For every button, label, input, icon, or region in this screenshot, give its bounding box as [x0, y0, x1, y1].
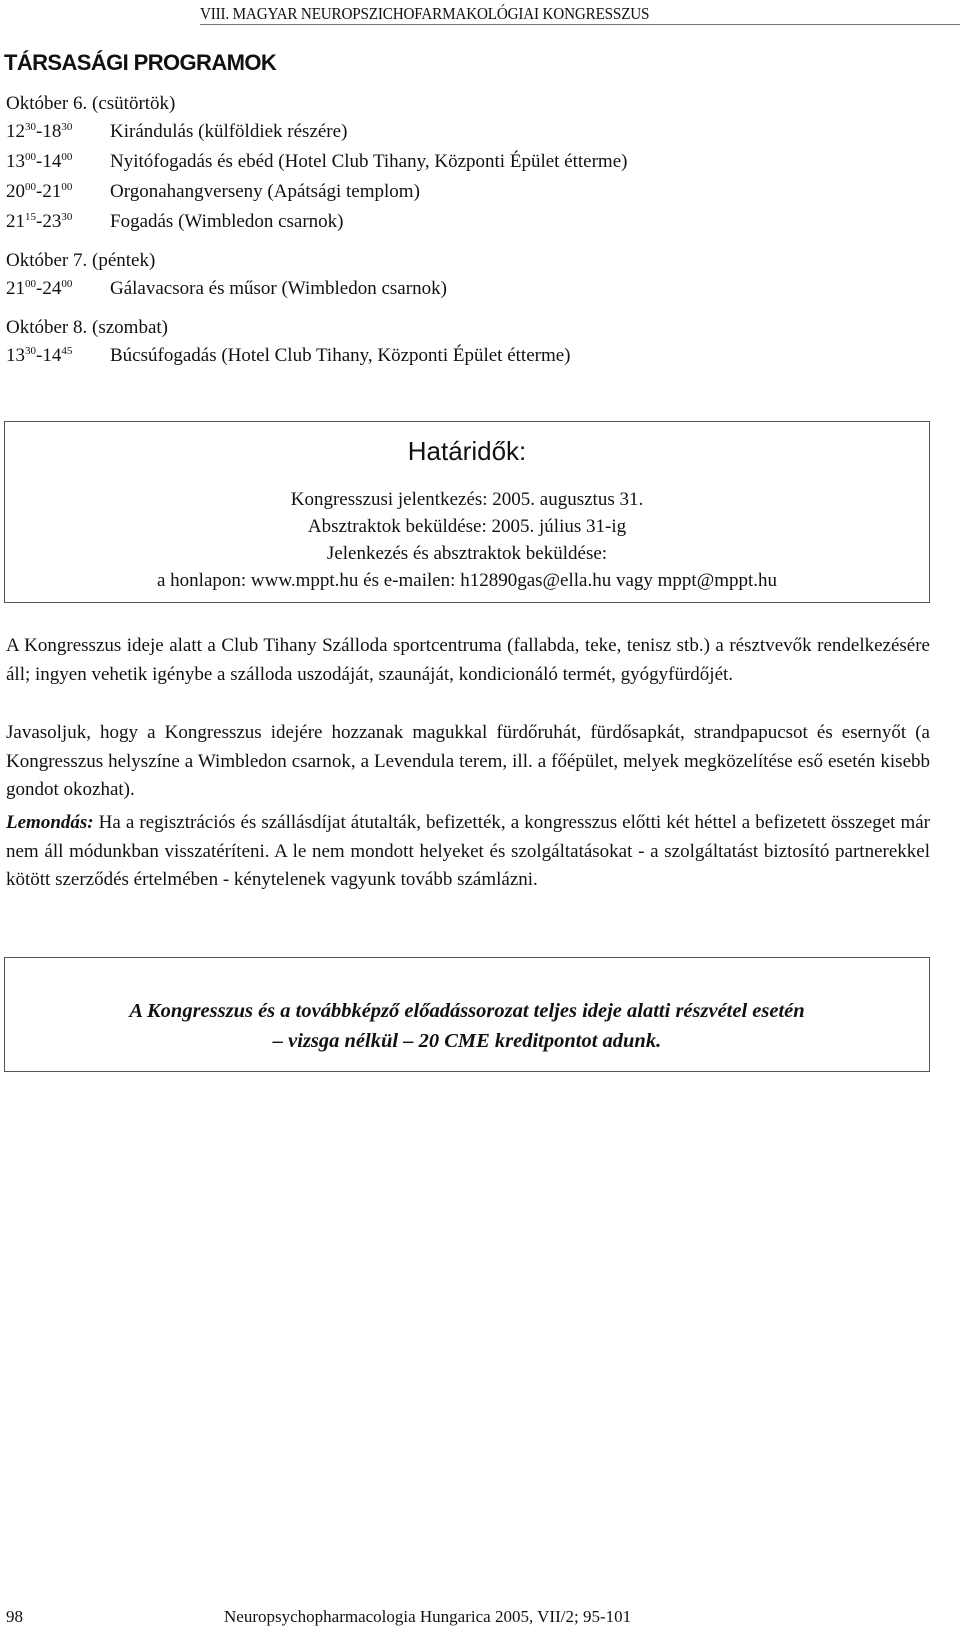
end-hour: 24: [42, 278, 62, 299]
end-minute: 00: [61, 181, 73, 193]
event-row: [6, 147, 906, 177]
page-number: 98: [6, 1607, 23, 1626]
event-row: [6, 117, 906, 147]
end-minute: 00: [61, 278, 73, 290]
deadline-line-submission: Jelenkezés és absztraktok beküldése:: [326, 543, 608, 564]
day-block: [6, 90, 906, 237]
end-hour: 21: [42, 181, 62, 202]
event-time: $21^{00}-24^{00}$: [6, 278, 73, 299]
cancellation-paragraph: [6, 809, 930, 895]
deadlines-box: [4, 421, 930, 603]
advice-paragraph: Javasoljuk, hogy a Kongresszus idejére hozzanak magukkal fürdőruhát, fürdősapkát, strandpapucsot és esernyőt (a Kongresszus helyszíne a Wimbledon csarnok, a Levendula terem, ill. a főépület, melyek megközelítése eső esetén kisebb gondot okozhat).: [6, 722, 930, 800]
end-minute: 30: [61, 121, 73, 133]
end-minute: 30: [61, 211, 73, 223]
end-hour: 23: [42, 211, 62, 232]
journal-citation: Neuropsychopharmacologia Hungarica 2005, VII/2; 95-101: [224, 1607, 632, 1626]
start-minute: 30: [25, 345, 36, 357]
event-description: Nyitófogadás és ebéd (Hotel Club Tihany, Központi Épület étterme): [110, 151, 628, 172]
start-minute: 30: [25, 121, 36, 133]
event-time: $20^{00}-21^{00}$: [6, 181, 73, 202]
start-minute: 00: [25, 151, 36, 163]
event-description: Búcsúfogadás (Hotel Club Tihany, Központi Épület étterme): [110, 345, 571, 366]
end-hour: 18: [42, 121, 62, 142]
start-minute: 00: [25, 181, 36, 193]
deadlines-title: Határidők:: [407, 436, 527, 466]
event-time: $12^{30}-18^{30}$: [6, 121, 73, 142]
end-minute: 45: [61, 345, 73, 357]
day-block: [6, 314, 906, 371]
cme-credit-line-2: – vizsga nélkül – 20 CME kreditpontot adunk.: [272, 1030, 662, 1052]
event-description: Orgonahangverseny (Apátsági templom): [110, 181, 420, 202]
cme-credit-box: [4, 957, 930, 1072]
day-title: Október 8. (szombat): [6, 317, 168, 338]
event-row: [6, 274, 906, 304]
header-rule: [200, 24, 960, 25]
event-description: Kirándulás (külföldiek részére): [110, 121, 348, 142]
event-row: [6, 341, 906, 371]
start-hour: 13: [6, 345, 25, 366]
event-description: Gálavacsora és műsor (Wimbledon csarnok): [110, 278, 447, 299]
start-minute: 00: [25, 278, 36, 290]
event-time: $13^{00}-14^{00}$: [6, 151, 73, 172]
end-minute: 00: [61, 151, 73, 163]
start-hour: 13: [6, 151, 25, 172]
event-time: $21^{15}-23^{30}$: [6, 211, 73, 232]
section-title: TÁRSASÁGI PROGRAMOK: [4, 50, 277, 75]
start-hour: 12: [6, 121, 25, 142]
deadline-line-registration: Kongresszusi jelentkezés: 2005. augusztus 31.: [290, 489, 644, 510]
event-row: [6, 177, 906, 207]
schedule: [6, 90, 906, 381]
cancellation-label: Lemondás:: [6, 812, 94, 833]
start-hour: 21: [6, 211, 25, 232]
event-row: [6, 207, 906, 237]
cme-credit-line-1: A Kongresszus és a továbbképző előadássorozat teljes ideje alatti részvétel esetén: [129, 1000, 805, 1022]
day-title: Október 7. (péntek): [6, 250, 156, 271]
deadline-line-contacts: a honlapon: www.mppt.hu és e-mailen: h12890gas@ella.hu vagy mppt@mppt.hu: [156, 570, 778, 591]
end-hour: 14: [42, 345, 62, 366]
day-block: [6, 247, 906, 304]
deadline-line-abstracts: Absztraktok beküldése: 2005. július 31-ig: [307, 516, 627, 537]
event-time: $13^{30}-14^{45}$: [6, 345, 73, 366]
end-hour: 14: [42, 151, 62, 172]
event-description: Fogadás (Wimbledon csarnok): [110, 211, 344, 232]
sports-paragraph: A Kongresszus ideje alatt a Club Tihany Szálloda sportcentruma (fallabda, teke, tenisz stb.) a résztvevők rendelkezésére áll; ingyen vehetik igénybe a szálloda uszodáját, szaunáját, kondicionáló termét, gyógyfürdőjét.: [6, 635, 930, 685]
running-head: VIII. MAGYAR NEUROPSZICHOFARMAKOLÓGIAI KONGRESSZUS: [200, 4, 650, 23]
start-minute: 15: [25, 211, 36, 223]
start-hour: 20: [6, 181, 25, 202]
day-title: Október 6. (csütörtök): [6, 93, 176, 114]
cancellation-text: Ha a regisztrációs és szállásdíjat átutalták, befizették, a kongresszus előtti két héttel a befizetett összeget már nem áll módunkban visszatéríteni. A le nem mondott helyeket és szolgáltatásokat - a szolgáltatást biztosító partnerekkel kötött szerződés értelmében - kénytelenek vagyunk tovább számlázni.: [6, 812, 930, 890]
start-hour: 21: [6, 278, 25, 299]
